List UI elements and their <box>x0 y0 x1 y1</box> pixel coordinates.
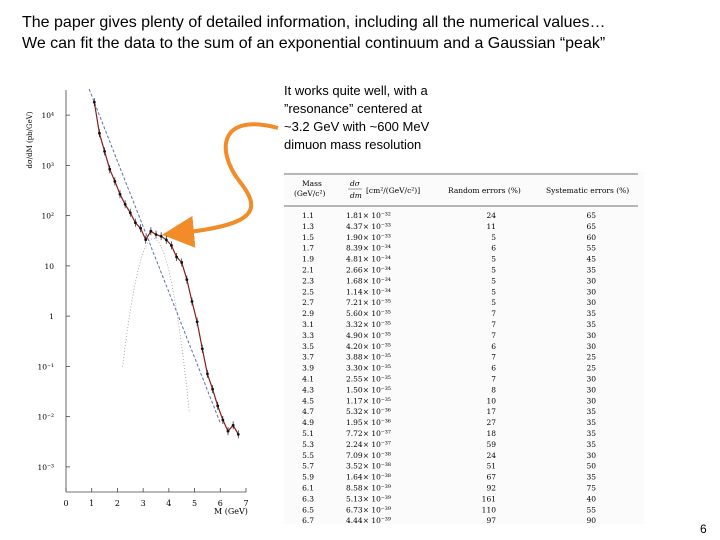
cell-systematic-error: 25 <box>586 363 596 373</box>
cell-mass: 5.9 <box>302 472 314 482</box>
cross-section-table <box>284 172 644 524</box>
y-tick-label: 10⁻² <box>37 412 54 422</box>
cell-mass: 2.1 <box>302 265 314 275</box>
cell-mass: 1.3 <box>302 221 314 231</box>
data-point <box>211 388 214 391</box>
x-tick-label: 4 <box>166 499 172 508</box>
slide-title <box>22 12 712 54</box>
x-tick-label: 5 <box>192 499 198 508</box>
cell-random-error: 6 <box>491 363 496 373</box>
data-point <box>206 372 209 375</box>
cell-cross-section: 4.44× 10⁻³⁹ <box>346 516 391 524</box>
cell-random-error: 17 <box>486 407 496 417</box>
x-axis-label: M (GeV) <box>214 507 248 516</box>
cell-mass: 2.9 <box>302 309 314 319</box>
cell-random-error: 7 <box>491 309 496 319</box>
cell-cross-section: 1.68× 10⁻³⁴ <box>346 276 391 286</box>
header-dm: dm <box>350 191 362 200</box>
cell-mass: 2.5 <box>302 287 314 297</box>
data-point <box>119 193 122 196</box>
x-tick-label: 1 <box>89 499 95 508</box>
y-tick-label: 10² <box>41 211 54 221</box>
cell-systematic-error: 30 <box>586 276 596 286</box>
header-units: [cm²/(GeV/c²)] <box>366 186 421 195</box>
x-tick-label: 0 <box>63 499 69 508</box>
cell-mass: 6.5 <box>302 505 314 515</box>
cell-cross-section: 2.55× 10⁻³⁵ <box>346 374 391 384</box>
cell-cross-section: 3.30× 10⁻³⁵ <box>346 363 391 373</box>
cell-systematic-error: 40 <box>586 494 596 504</box>
cell-random-error: 6 <box>491 243 496 253</box>
cell-mass: 4.7 <box>302 407 314 417</box>
cell-systematic-error: 75 <box>586 483 596 493</box>
data-point <box>144 238 147 241</box>
header-systematic-errors: Systematic errors (%) <box>546 186 630 195</box>
cell-mass: 4.3 <box>302 385 314 395</box>
cell-cross-section: 5.13× 10⁻³⁹ <box>346 494 391 504</box>
data-point <box>155 233 158 236</box>
annotation-text <box>284 82 484 154</box>
cell-random-error: 18 <box>486 429 496 438</box>
cell-random-error: 97 <box>486 516 496 524</box>
cell-cross-section: 2.24× 10⁻³⁷ <box>346 439 391 449</box>
cell-systematic-error: 60 <box>586 232 596 242</box>
cell-cross-section: 8.39× 10⁻³⁴ <box>346 243 391 253</box>
cell-random-error: 110 <box>481 505 496 515</box>
cell-random-error: 7 <box>491 352 496 362</box>
data-point <box>196 320 199 323</box>
header-mass-unit: (GeV/c²) <box>294 189 326 198</box>
cell-random-error: 5 <box>491 276 496 286</box>
continuum-fit-line <box>89 89 220 423</box>
cell-mass: 4.5 <box>302 396 314 406</box>
annotation-line: dimuon mass resolution <box>284 137 422 152</box>
data-point <box>170 244 173 247</box>
title-line-1: The paper gives plenty of detailed information, including all the numerical values… <box>22 14 606 31</box>
data-point <box>113 180 116 183</box>
cell-cross-section: 4.20× 10⁻³⁵ <box>346 341 391 351</box>
cell-cross-section: 4.37× 10⁻³³ <box>346 221 391 231</box>
cell-random-error: 7 <box>491 330 496 340</box>
y-tick-label: 10⁴ <box>41 111 54 121</box>
cell-mass: 1.1 <box>302 211 314 220</box>
title-line-2: We can fit the data to the sum of an exponential continuum and a Gaussian “peak” <box>22 35 606 52</box>
header-random-errors: Random errors (%) <box>448 186 521 195</box>
cell-cross-section: 1.64× 10⁻³⁸ <box>346 472 391 482</box>
x-tick-label: 6 <box>217 499 223 508</box>
cell-mass: 6.1 <box>302 483 314 493</box>
cell-cross-section: 1.14× 10⁻³⁴ <box>346 287 391 297</box>
page-number: 6 <box>700 522 707 536</box>
total-fit-curve <box>94 102 238 434</box>
data-point <box>124 203 127 206</box>
cell-cross-section: 5.60× 10⁻³⁵ <box>346 309 391 319</box>
cell-mass: 6.7 <box>302 516 314 524</box>
y-tick-label: 10³ <box>41 161 54 171</box>
cell-systematic-error: 55 <box>586 243 596 253</box>
cell-random-error: 92 <box>486 483 496 493</box>
data-point <box>216 404 219 407</box>
y-axis-label: dσ/dM (pb/GeV) <box>26 111 34 169</box>
cell-mass: 6.3 <box>302 494 314 504</box>
table-svg <box>284 172 644 524</box>
cell-systematic-error: 35 <box>586 418 596 428</box>
cell-mass: 5.1 <box>302 429 314 438</box>
cell-mass: 4.1 <box>302 374 314 384</box>
cell-random-error: 6 <box>491 341 496 351</box>
cell-cross-section: 3.32× 10⁻³⁵ <box>346 320 391 329</box>
data-point <box>149 230 152 233</box>
cell-systematic-error: 35 <box>586 429 596 438</box>
cell-cross-section: 1.90× 10⁻³³ <box>346 232 391 242</box>
cell-systematic-error: 35 <box>586 320 596 329</box>
cell-cross-section: 3.88× 10⁻³⁵ <box>346 352 391 362</box>
data-point <box>201 347 204 350</box>
cell-mass: 3.9 <box>302 363 314 373</box>
cell-cross-section: 8.58× 10⁻³⁹ <box>346 483 391 493</box>
cell-random-error: 5 <box>491 254 496 264</box>
peak-fit-line <box>123 239 190 413</box>
x-tick-label: 2 <box>114 499 120 508</box>
data-point <box>139 227 142 230</box>
cell-mass: 2.3 <box>302 276 314 286</box>
cell-systematic-error: 30 <box>586 374 596 384</box>
cell-random-error: 7 <box>491 320 496 329</box>
data-point <box>134 221 137 224</box>
data-point <box>160 235 163 238</box>
data-point <box>108 168 111 171</box>
cell-mass: 2.7 <box>302 298 314 308</box>
data-point <box>129 211 132 214</box>
cell-random-error: 10 <box>486 396 496 406</box>
cell-cross-section: 7.72× 10⁻³⁷ <box>346 429 391 438</box>
cell-cross-section: 1.17× 10⁻³⁵ <box>346 396 391 406</box>
cell-systematic-error: 30 <box>586 330 596 340</box>
cell-systematic-error: 35 <box>586 265 596 275</box>
cell-systematic-error: 30 <box>586 385 596 395</box>
cell-random-error: 5 <box>491 265 496 275</box>
cell-cross-section: 1.50× 10⁻³⁵ <box>346 385 391 395</box>
cell-systematic-error: 65 <box>586 211 596 220</box>
cell-random-error: 8 <box>491 385 496 395</box>
cell-random-error: 51 <box>486 461 496 471</box>
cell-mass: 1.5 <box>302 232 314 242</box>
cell-systematic-error: 35 <box>586 407 596 417</box>
cell-cross-section: 2.66× 10⁻³⁴ <box>346 265 391 275</box>
cell-systematic-error: 30 <box>586 450 596 460</box>
cell-random-error: 67 <box>486 472 496 482</box>
cell-mass: 5.3 <box>302 439 314 449</box>
cell-cross-section: 7.09× 10⁻³⁸ <box>346 450 391 460</box>
y-tick-label: 10⁻¹ <box>37 362 54 372</box>
cell-systematic-error: 90 <box>586 516 596 524</box>
data-point <box>93 101 96 104</box>
mass-spectrum-plot <box>14 60 254 520</box>
data-point <box>175 256 178 259</box>
cell-mass: 3.3 <box>302 330 314 340</box>
cell-mass: 3.7 <box>302 352 314 362</box>
cell-systematic-error: 35 <box>586 472 596 482</box>
data-point <box>180 261 183 264</box>
cell-random-error: 5 <box>491 298 496 308</box>
y-tick-label: 10 <box>44 261 54 271</box>
cell-cross-section: 7.21× 10⁻³⁵ <box>346 298 391 308</box>
cell-systematic-error: 45 <box>586 254 596 264</box>
data-point <box>237 433 240 436</box>
cell-mass: 5.5 <box>302 450 314 460</box>
cell-mass: 3.5 <box>302 341 314 351</box>
data-point <box>232 424 235 427</box>
x-tick-label: 3 <box>140 499 146 508</box>
cell-mass: 1.7 <box>302 243 314 253</box>
cell-random-error: 24 <box>486 211 496 220</box>
cell-cross-section: 3.52× 10⁻³⁸ <box>346 461 391 471</box>
data-point <box>165 238 168 241</box>
data-point <box>221 419 224 422</box>
header-dsigma: dσ <box>350 179 360 188</box>
cell-random-error: 5 <box>491 232 496 242</box>
cell-cross-section: 4.81× 10⁻³⁴ <box>346 254 391 264</box>
cell-cross-section: 5.32× 10⁻³⁶ <box>346 407 391 417</box>
data-point <box>185 278 188 281</box>
cell-systematic-error: 65 <box>586 221 596 231</box>
cell-random-error: 7 <box>491 374 496 384</box>
header-mass: Mass <box>302 179 322 188</box>
cell-mass: 1.9 <box>302 254 314 264</box>
data-point <box>103 150 106 153</box>
cell-mass: 3.1 <box>302 320 314 329</box>
cell-random-error: 11 <box>486 221 496 231</box>
cell-systematic-error: 50 <box>586 461 596 471</box>
data-point <box>227 430 230 433</box>
cell-cross-section: 1.81× 10⁻³² <box>346 211 391 220</box>
cell-mass: 5.7 <box>302 461 314 471</box>
x-tick-label: 7 <box>243 499 249 508</box>
y-tick-label: 10⁻³ <box>37 462 54 472</box>
annotation-line: ”resonance” centered at <box>284 101 423 116</box>
cell-random-error: 59 <box>486 439 496 449</box>
annotation-line: It works quite well, with a <box>284 83 428 98</box>
cell-systematic-error: 35 <box>586 309 596 319</box>
cell-systematic-error: 25 <box>586 352 596 362</box>
cell-systematic-error: 30 <box>586 287 596 297</box>
cell-systematic-error: 35 <box>586 439 596 449</box>
cell-systematic-error: 30 <box>586 396 596 406</box>
cell-mass: 4.9 <box>302 418 314 428</box>
cell-cross-section: 6.73× 10⁻³⁹ <box>346 505 391 515</box>
cell-random-error: 161 <box>481 494 496 504</box>
cell-systematic-error: 55 <box>586 505 596 515</box>
cell-random-error: 5 <box>491 287 496 297</box>
cell-systematic-error: 30 <box>586 298 596 308</box>
data-point <box>98 132 101 135</box>
data-point <box>191 300 194 303</box>
cell-cross-section: 4.90× 10⁻³⁵ <box>346 330 391 340</box>
y-tick-label: 1 <box>49 312 54 322</box>
cell-random-error: 24 <box>486 450 496 460</box>
cell-systematic-error: 30 <box>586 341 596 351</box>
cell-random-error: 27 <box>486 418 496 428</box>
cell-cross-section: 1.95× 10⁻³⁶ <box>346 418 391 428</box>
annotation-line: ~3.2 GeV with ~600 MeV <box>284 119 430 134</box>
